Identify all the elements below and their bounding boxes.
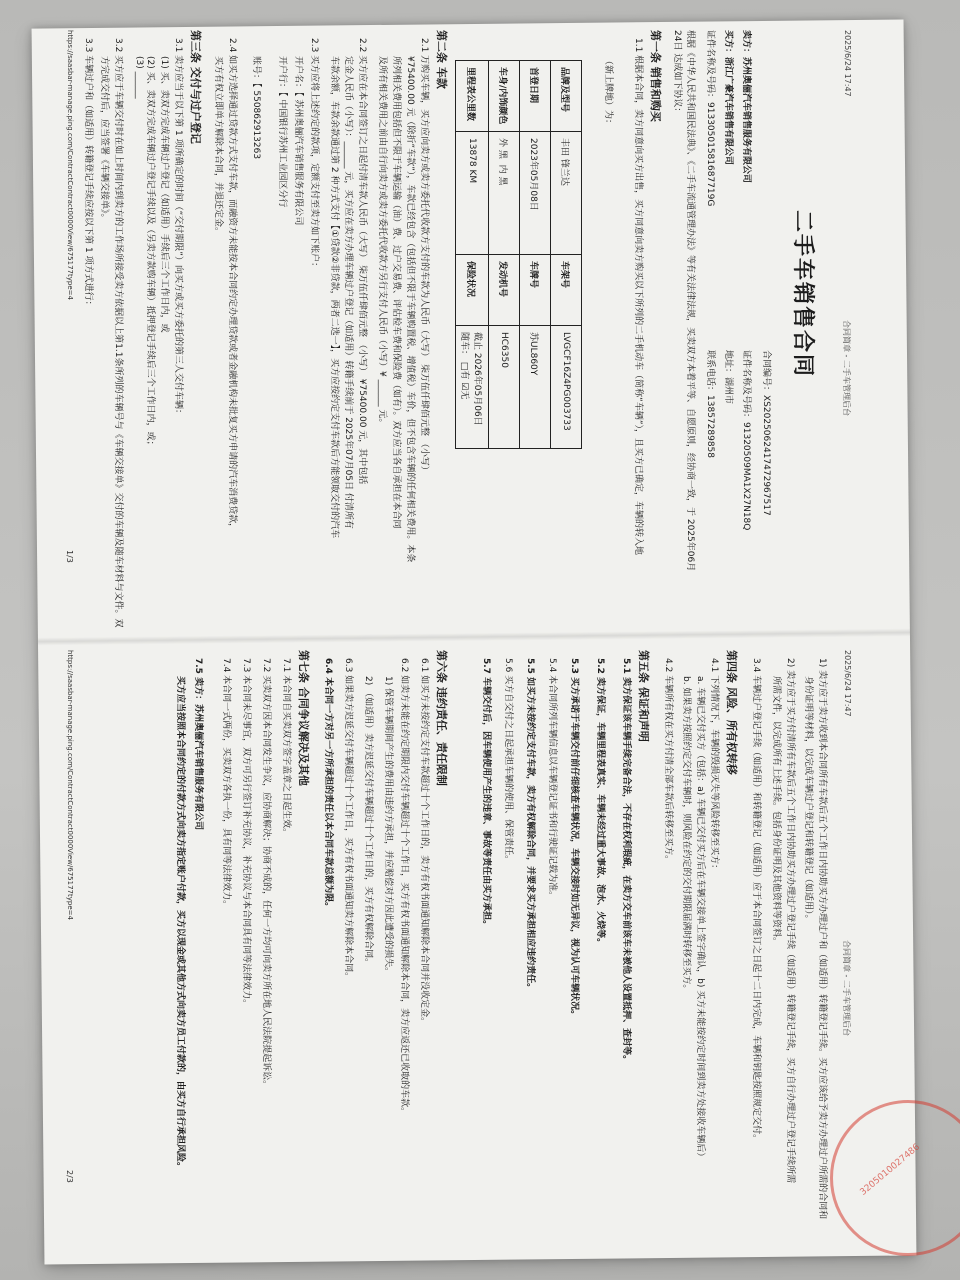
plate-label: 车牌号 (520, 255, 551, 326)
article-7-1: 7.1 本合同自买卖双方签字盖章之日起生效。 (281, 658, 291, 838)
article-6-2: 6.2 如卖方未能在约定期限内交付车辆超过十个工作日，买方有权书面通知解除本合同，卖方应返还已收取的车款。 (399, 658, 409, 1117)
article-4-2: 4.2 车辆所有权在买方付清全部车款后转移至买方。 (663, 658, 673, 865)
regdate-value: 2023年05月08日 (520, 132, 551, 255)
contract-intro: 根据《中华人民共和国民法典》、《二手车流通管理办法》等有关法律法规，买卖双方本着平等、自愿原则，经协商一致，于 2025年06月24日 达成如下协议： (672, 30, 695, 572)
article-2-4-b: 买方有权立即单方解除本合同，并退还定金。 (213, 56, 223, 237)
article-7-2: 7.2 买卖双方因本合同发生争议，应协商解决；协商不成的，任何一方均可向卖方所在地人民法院提起诉讼。 (261, 658, 271, 1090)
article-5-5: 5.5 如买方未按约定支付车款，卖方有权解除合同，并要求买方承担相应违约责任。 (525, 658, 535, 993)
article-3-1-b: (2) 买、卖双方完成车辆过户登记手续以及（另卖方款购车辆）抵押登记手续后三个工作日内，或； (145, 56, 155, 450)
clause-3-3-1-b: 身份证明等材料，以完成车辆过户登记和转籍登记（如适用）。 (803, 676, 813, 924)
article-7-5-b: 买方应当按照本合同约定的付款方式向卖方指定账户付款，买方以现金或其他方式向卖方员工付款的，由买方自行承担风险。 (175, 676, 185, 1172)
company-seal-number: 3205010027486 (858, 1142, 922, 1198)
article-5-7: 5.7 车辆交付后，因车辆使用产生的违章、事故等责任由买方承担。 (481, 658, 491, 930)
article-2-1-d: 及所有相关费用之前由自行向卖方或卖方委托代收款方另行支付人民币（小写）¥ ______ 元。 (377, 56, 387, 428)
regdate-label: 首登日期 (520, 61, 551, 132)
article-3-heading: 第三条 交付与过户登记 (189, 30, 202, 144)
article-3-1-c: (3) ______ (134, 56, 144, 99)
page2-footer-url: https://saasbar-manage.ping.com/ContractContract0000View/675177type=4 (66, 650, 74, 920)
article-3-2-b: 方完成交付后，应当签署《车辆交接单》。 (99, 56, 109, 223)
contract-number: 合同编号：XS2025062417472967517 (761, 350, 771, 516)
insurance-value: 截止 2026年05月06日 随车： □有 ☑无 (456, 326, 489, 449)
seller-row: 卖方：苏州奥俪汽车销售服务有限公司 (741, 30, 751, 184)
engine-label: 发动机号 (489, 255, 520, 326)
buyer-phone: 联系电话：13857289858 (705, 350, 715, 459)
article-2-2: 2.2 买方应在本合同签订之日起付清车款人民币（大写） 柒万伍仟肆佰元整 （小写） ¥75400.00 元，其中包括 (357, 38, 367, 485)
article-3-1: 3.1 卖方应当于以下第 1 项所确定的时间（“交付期限”）向买方或买方委托的第三人交付车辆： (173, 38, 183, 418)
article-4-1-b: b. 如果卖方按照约定交付车辆时，则风险在约定的交付期限届满时转移至买方。 (681, 676, 691, 994)
plate-value: 苏UL860Y (520, 326, 551, 449)
article-3-1-a: (1) 买、卖双方完成车辆过户登记（如适用）手续后三个工作日内，或 (159, 56, 169, 333)
page2-header-title: 合同简章 - 二手车管理后台 (842, 940, 851, 1036)
article-5-4: 5.4 本合同所列车辆信息以车辆登记证书和行驶证记载为准。 (547, 658, 557, 901)
article-2-2-c: 车款余额，车款余款通过第 2 种方式支付【①贷款②非贷款，两者二选一】，买方应按约定支付车款后方能领取交付的汽车 (329, 56, 339, 539)
clause-3-4: 3.4 车辆过户登记手续（如适用）和转籍登记（如适用）应于本合同签订之日起十二日内完成，车辆和钥匙按照规定交付。 (751, 658, 761, 1144)
page2-number: 2/3 (65, 1170, 74, 1183)
vin-label: 车架号 (551, 255, 582, 326)
buyer-address: 地址：湖州市 (723, 350, 733, 405)
article-5-3: 5.3 买方承诺于车辆交付前仔细核查车辆状况，车辆交接时如无异议，视为认可车辆状况。 (569, 658, 579, 1020)
clause-3-3-2-b: 所需文件，以完成所有上述手续。包括身份证明及其他资料等资料。 (771, 676, 781, 947)
article-7-heading: 第七条 合同争议解决及其他 (297, 650, 310, 786)
article-4-heading: 第四条 风险、所有权转移 (725, 650, 738, 775)
article-5-6: 5.6 买方自交付之日起承担车辆的使用、保管责任。 (503, 658, 513, 865)
brand-value: 丰田 锋兰达 (551, 132, 582, 255)
article-5-1: 5.1 卖方保证该车辆手续完备合法，不存在权利瑕疵，在卖方交车前该车未被他人设置抵押、查封等。 (621, 658, 631, 1065)
account-bank: 开户行：【 中国银行苏州工业园区分行 (277, 56, 287, 208)
clause-3-3-2: 2) 卖方应于买方付清所有车款后五个工作日内协助买方办理过户登记手续（如适用）转籍登记手续，买方自行办理过户登记手续所需 (785, 658, 795, 1184)
article-6-4: 6.4 本合同一方对另一方所承担的责任以本合同车款总额为限。 (323, 658, 333, 912)
article-7-3: 7.3 本合同未尽事宜，双方可另行签订补充协议，补充协议与本合同具有同等法律效力。 (241, 658, 251, 1009)
article-3-3: 3.3 车辆过户和（如适用）转籍登记手续应按以下第 1 项方式进行： (83, 38, 93, 310)
article-1-1-destination: （新上牌地）为： (603, 56, 613, 129)
buyer-row: 买方：浙江广豪汽车销售有限公司 (723, 30, 733, 166)
article-2-1-c: 所列相关费用包括但不限于车辆运输（油）费、过户交易费、评估检车费和保险费（如有）。双方应当各自承担在本合同 (391, 56, 401, 529)
article-6-1: 6.1 如买方未按约定支付车款超过十个工作日的，卖方有权书面通知解除本合同并没收定金。 (419, 658, 429, 1027)
article-6-heading: 第六条 违约责任、责任限制 (435, 650, 448, 786)
article-2-4: 2.4 如买方选择通过贷款方式支付车款，而融资方未能按本合同约定办理贷款或者金融机构未批复买方申请的汽车消费贷款， (227, 38, 237, 533)
mileage-label: 里程表公里数 (456, 61, 489, 132)
page1-timestamp: 2025/6/24 17:47 (843, 30, 852, 97)
article-1-heading: 第一条 销售和购买 (649, 30, 662, 122)
article-7-4: 7.4 本合同一式两份，买卖双方各执一份，具有同等法律效力。 (221, 658, 231, 910)
page1-footer-url: https://saasbar-manage.ping.com/ContractContract0000View/675177type=4 (66, 30, 74, 300)
article-3-2: 3.2 买方应于车辆交付时在如上时间内到卖方的工作场所接受卖方依据以上第1.1条所列的车辆号与《车辆交接单》交付的车辆及随车材料与文件。双 (113, 38, 123, 628)
buyer-id: 证件名称及号码：91330501581687719G (705, 30, 715, 207)
article-6-3: 6.3 如果卖方迟延交付车辆超过十个工作日，买方有权书面通知卖方解除本合同。 (343, 658, 353, 982)
article-5-heading: 第五条 保证和声明 (637, 650, 650, 742)
brand-label: 品牌及型号 (551, 61, 582, 132)
page1-header-title: 合同简章 - 二手车管理后台 (842, 320, 851, 416)
article-2-2-b: 定金人民币（小写）：______ 元，买方应在卖方办理车辆过户登记（如适用）转籍手续前于 2025年07月05日 付清所有 (343, 56, 353, 529)
color-value: 外 黑 内 黑 (489, 132, 520, 255)
seller-id: 证件名称及号码：91320509MA1X27N18Q (741, 350, 751, 531)
account-number: 账号：【 550862913263 (251, 56, 261, 160)
engine-value: HC6350 (489, 326, 520, 449)
article-1-1: 1.1 根据本合同，卖方同意向买方出售，买方同意向卖方购买以下所列的二手机动车（简称“车辆”），且买方已确定，车辆的转入地 (633, 38, 643, 556)
article-6-2-b: 2) （如适用）卖方迟延交付车辆超过十个工作日的，买方有权解除合同。 (363, 676, 373, 968)
article-7-5: 7.5 卖方：苏州奥俪汽车销售服务有限公司 (193, 658, 203, 831)
mileage-value: 13878 KM (456, 132, 489, 255)
page1-number: 1/3 (65, 550, 74, 563)
vehicle-info-table (455, 60, 582, 449)
color-label: 车身/内饰颜色 (489, 61, 520, 132)
contract-title: 二手车销售合同 (790, 210, 816, 379)
article-6-2-a: 1) 保管车辆期间产生的费用由违约方承担，并应赔偿对方因此遭受的损失。 (383, 676, 393, 977)
article-4-1-a: a. 车辆已交付买方（包括：a) 车辆已交付买方后在车辆交接单上签字确认，b) 买方未能按约定时间到卖方处接收车辆后） (695, 676, 705, 1162)
insurance-label: 保险状况 (456, 255, 489, 326)
vin-value: LVGCF16Z4PG003733 (551, 326, 582, 449)
account-name: 开户名：【 苏州奥俪汽车销售服务有限公司 (293, 56, 303, 226)
contract-page-2 (60, 640, 860, 1280)
page2-timestamp: 2025/6/24 17:47 (843, 650, 852, 717)
article-5-2: 5.2 卖方保证，车辆里程表真实、车辆未经过重大事故、泡水、火烧等。 (595, 658, 605, 948)
article-2-3: 2.3 买方应将上述约定的款项，定额支付至卖方如下账户： (309, 38, 319, 272)
article-2-1-b: ¥75400.00 元（除折“车款”），车款已经包含（包括但不限于车辆购置税、增值税）车价，但不包含车辆的任何相关费用。本条 (405, 56, 415, 563)
article-2-1: 2.1 万购买车辆，买方应向卖方或卖方委托代收款方支付的车款为人民币（大写） 柒万伍仟肆佰元整 （小写） (419, 38, 429, 475)
article-2-heading: 第二条 车款 (435, 30, 448, 89)
clause-3-3-1: 1) 卖方应于卖方收到本合同所有车款后五个工作日内协助买方办理过户和（如适用）转籍登记手续。买方应该给予卖方办理过户所需的合同和 (817, 658, 827, 1220)
article-4-1: 4.1 下列情况下，车辆的毁损灭失等风险转移至买方： (709, 658, 719, 874)
